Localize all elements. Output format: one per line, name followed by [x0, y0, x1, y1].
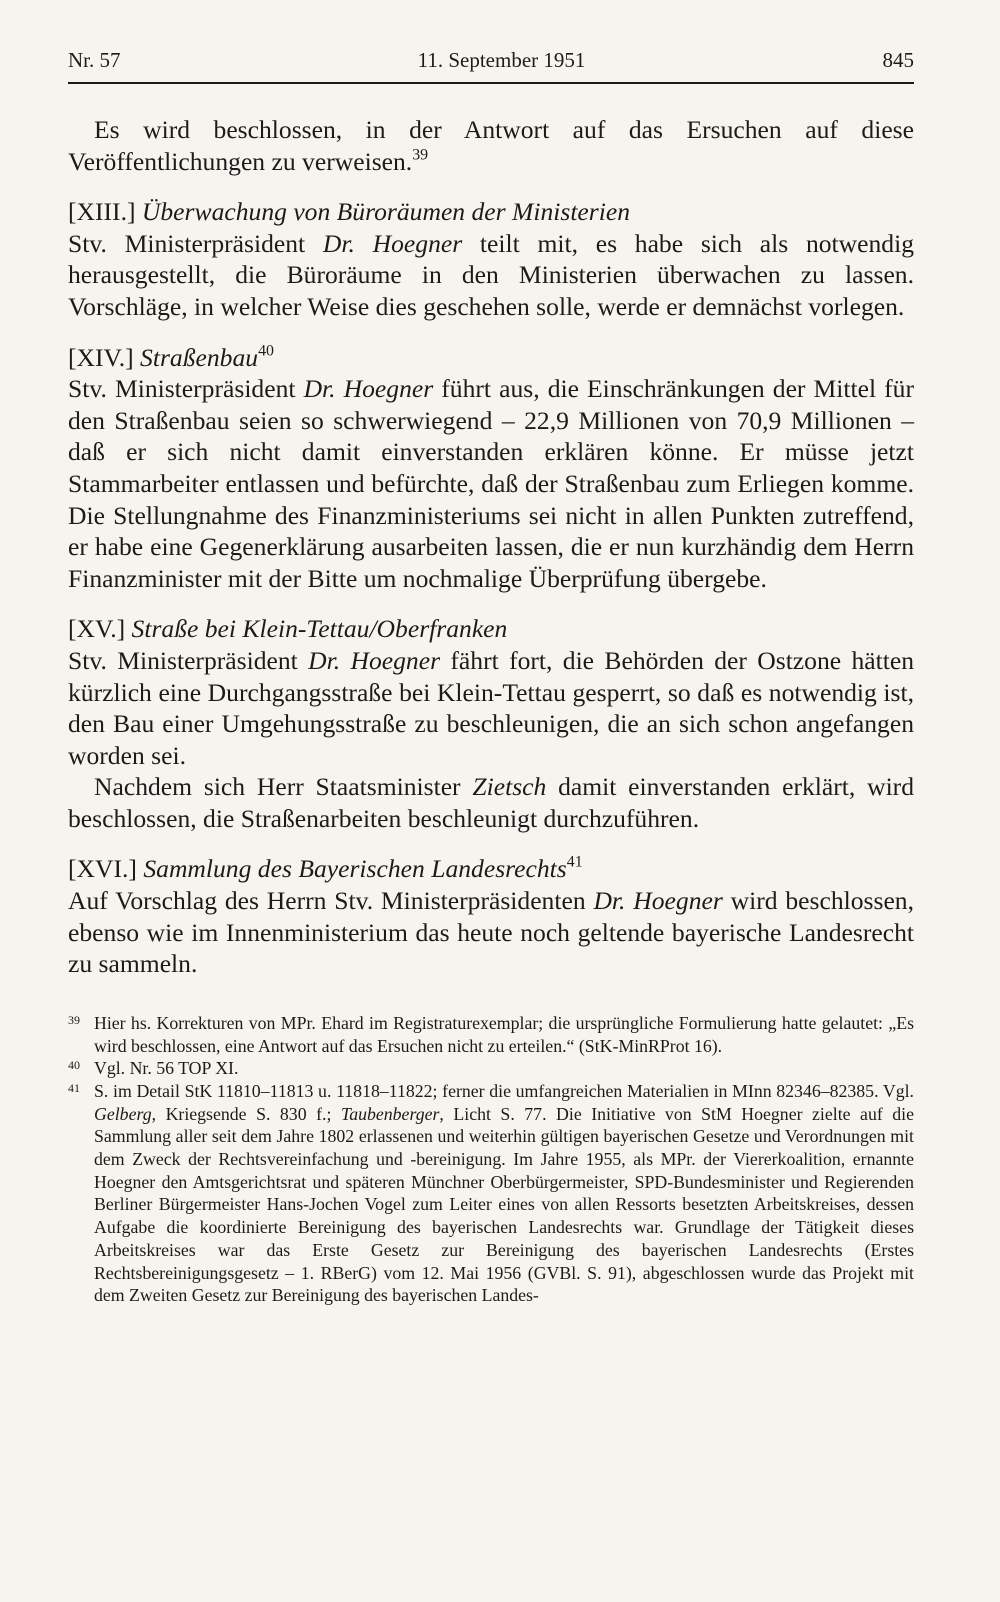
title-abbrev: Dr.: [303, 374, 336, 404]
paragraph: [68, 114, 914, 177]
text: teilt mit, es habe sich als notwendig herausgestellt, die Büroräume in den Ministerien überwachen zu lassen. Vorschläge, in welcher Weise dies geschehen solle, werde er demnächst vorlegen.: [68, 228, 914, 321]
section-number: [XVI.]: [68, 854, 137, 884]
person-name: Hoegner: [372, 228, 463, 258]
text: damit einverstanden erklärt, wird beschlossen, die Straßenarbeiten beschleunigt durchzuführen.: [68, 772, 914, 833]
text: fährt fort, die Behörden der Ostzone hätten kürzlich eine Durchgangsstraße bei Klein-Tettau gesperrt, so daß es notwendig ist, den Bau einer Umgehungsstraße zu beschleunigen, die an sich schon angefangen worden sei.: [68, 645, 915, 770]
text: , Licht S. 77. Die Initiative von StM Hoegner zielte auf die Sammlung aller seit dem Jahre 1802 erlassenen und weiterhin gültigen bayerischen Gesetze und Verordnungen mit dem Zweck der Rechtsvereinfachung und -bereinigung. Im Jahre 1955, als MPr. der Viererkoalition, ernannte Hoegner den Amtsgerichtsrat und späteren Münchner Oberbürgermeister, SPD-Bundesminister und Regierenden Berliner Bürgermeister Hans-Jochen Vogel zum Leiter eines von allen Ressorts besetzten Arbeitskreises, dessen Aufgabe die koordinierte Bereinigung des bayerischen Landesrechts war. Grundlage der Tätigkeit dieses Arbeitskreises war das Erste Gesetz zur Bereinigung des bayerischen Landesrechts (Erstes Rechtsbereinigungsgesetz – 1. RBerG) vom 12. Mai 1956 (GVBl. S. 91), abgeschlossen wurde das Projekt mit dem Zweiten Gesetz zur Bereinigung des bayerischen Landes-: [94, 1103, 914, 1306]
footnote-number: 40: [68, 1058, 80, 1073]
page-number: 845: [882, 48, 914, 72]
section-number: [XIV.]: [68, 342, 134, 372]
footnote: [68, 1012, 914, 1057]
section-title: Straße bei Klein-Tettau/Oberfranken: [131, 614, 508, 644]
section-title: Straßenbau: [140, 342, 259, 372]
paragraph: [68, 645, 914, 771]
running-header: [68, 48, 914, 84]
title-abbrev: Dr.: [308, 645, 341, 675]
title-abbrev: Dr.: [593, 886, 626, 916]
text: Stv. Ministerpräsident: [68, 645, 309, 675]
paragraph: [68, 885, 914, 980]
footnote-number: 41: [68, 1080, 80, 1095]
text: S. im Detail StK 11810–11813 u. 11818–11822; ferner die umfangreichen Materialien in MInn 82346–82385. Vgl.: [94, 1080, 914, 1101]
section-heading: [68, 196, 914, 228]
footnote: [68, 1057, 914, 1080]
author-name: Gelberg: [94, 1103, 152, 1124]
main-text: [68, 114, 914, 980]
paragraph-text: Es wird beschlossen, in der Antwort auf das Ersuchen auf diese Veröffentlichungen zu verweisen.: [68, 115, 914, 176]
footnote-ref: 41: [566, 854, 583, 872]
person-name: Hoegner: [350, 645, 441, 675]
author-name: Taubenberger: [340, 1103, 440, 1124]
header-date: 11. September 1951: [417, 48, 586, 72]
text: Stv. Ministerpräsident: [68, 374, 304, 404]
paragraph: [68, 373, 914, 594]
title-abbrev: Dr.: [322, 228, 355, 258]
footnote-number: 39: [68, 1012, 80, 1027]
section-heading: [68, 613, 914, 645]
footnote: [68, 1080, 914, 1307]
section-heading: [68, 853, 914, 885]
section-number: [XIII.]: [68, 197, 136, 227]
paragraph: [68, 228, 914, 323]
footnote-text: Vgl. Nr. 56 TOP XI.: [94, 1058, 239, 1079]
footnote-ref: 39: [412, 146, 429, 164]
text: Auf Vorschlag des Herrn Stv. Ministerpräsidenten: [68, 886, 594, 916]
person-name: Zietsch: [472, 772, 547, 802]
footnotes: [68, 1012, 914, 1307]
text: Stv. Ministerpräsident: [68, 228, 323, 258]
section-title: Überwachung von Büroräumen der Ministerien: [141, 197, 631, 227]
document-number: Nr. 57: [68, 48, 121, 72]
person-name: Hoegner: [633, 886, 723, 916]
person-name: Hoegner: [343, 374, 434, 404]
text: Nachdem sich Herr Staatsminister: [94, 772, 473, 802]
section-number: [XV.]: [68, 614, 126, 644]
footnote-text: Hier hs. Korrekturen von MPr. Ehard im Registraturexemplar; die ursprüngliche Formulierung hatte gelautet: „Es wird beschlossen, eine Antwort auf das Ersuchen nicht zu erteilen.“ (StK-MinRProt 16).: [94, 1012, 914, 1056]
section-title: Sammlung des Bayerischen Landesrechts: [143, 854, 567, 884]
text: , Kriegsende S. 830 f.;: [151, 1103, 341, 1124]
paragraph: [68, 771, 914, 834]
footnote-ref: 40: [258, 342, 274, 360]
footnote-text: [94, 1080, 914, 1307]
text: wird beschlossen, ebenso wie im Innenministerium das heute noch geltende bayerische Landesrecht zu sammeln.: [68, 886, 915, 979]
text: führt aus, die Einschränkungen der Mittel für den Straßenbau seien so schwerwiegend – 22,9 Millionen von 70,9 Millionen – daß er sich nicht damit einverstanden erklären könne. Er müsse jetzt Stammarbeiter entlassen und befürchte, daß der Straßenbau zum Erliegen komme. Die Stellungnahme des Finanzministeriums sei nicht in allen Punkten zutreffend, er habe eine Gegenerklärung ausarbeiten lassen, die er nun kurzhändig dem Herrn Finanzminister mit der Bitte um nochmalige Überprüfung übergebe.: [68, 374, 914, 593]
section-heading: [68, 342, 914, 374]
